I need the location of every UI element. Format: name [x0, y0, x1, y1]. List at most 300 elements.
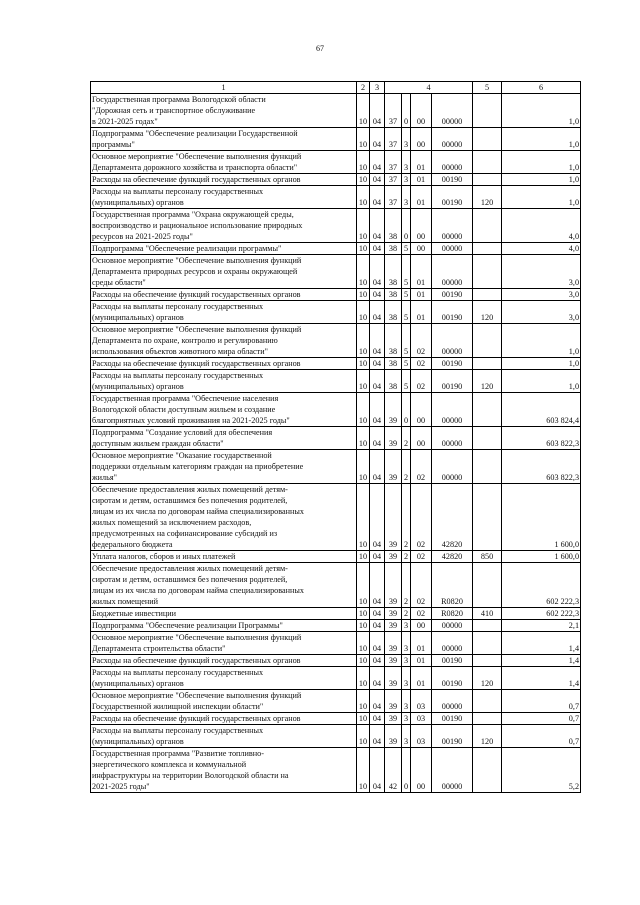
- row-description: [91, 725, 357, 748]
- section-code: 10: [357, 370, 370, 393]
- row-description: [91, 301, 357, 324]
- program-code: 42: [385, 748, 402, 793]
- subsection-code: 04: [370, 620, 385, 632]
- subsection-code: 04: [370, 255, 385, 289]
- section-code: 10: [357, 393, 370, 427]
- section-code: 10: [357, 151, 370, 174]
- expense-type-code: [473, 713, 502, 725]
- expense-type-code: 120: [473, 186, 502, 209]
- amount: 0,7: [502, 725, 581, 748]
- header-col-3: 3: [370, 82, 385, 94]
- expense-type-code: 120: [473, 667, 502, 690]
- table-row: [91, 608, 581, 620]
- direction-code: 00190: [432, 289, 473, 301]
- amount: 1,0: [502, 94, 581, 128]
- subsection-code: 04: [370, 174, 385, 186]
- subsection-code: 04: [370, 690, 385, 713]
- expense-type-code: 410: [473, 608, 502, 620]
- subprogram-code: 3: [402, 151, 411, 174]
- expense-type-code: [473, 94, 502, 128]
- row-description: [91, 370, 357, 393]
- activity-code: 00: [411, 427, 432, 450]
- program-code: 39: [385, 632, 402, 655]
- program-code: 39: [385, 725, 402, 748]
- description-line: (муниципальных) органов: [92, 679, 184, 688]
- row-description: [91, 563, 357, 608]
- activity-code: 02: [411, 563, 432, 608]
- subsection-code: 04: [370, 632, 385, 655]
- subprogram-code: 2: [402, 551, 411, 563]
- subsection-code: 04: [370, 748, 385, 793]
- section-code: 10: [357, 667, 370, 690]
- subprogram-code: 2: [402, 563, 411, 608]
- program-code: 38: [385, 209, 402, 243]
- table-row: [91, 94, 581, 128]
- activity-code: 01: [411, 632, 432, 655]
- expense-type-code: [473, 484, 502, 551]
- subprogram-code: 3: [402, 174, 411, 186]
- section-code: 10: [357, 243, 370, 255]
- amount: 2,1: [502, 620, 581, 632]
- table-row: [91, 725, 581, 748]
- activity-code: 00: [411, 620, 432, 632]
- expense-type-code: [473, 393, 502, 427]
- description-line: Расходы на обеспечение функций государственных органов: [92, 656, 301, 665]
- table-row: [91, 174, 581, 186]
- row-description: [91, 393, 357, 427]
- activity-code: 02: [411, 484, 432, 551]
- expense-type-code: [473, 255, 502, 289]
- program-code: 39: [385, 713, 402, 725]
- row-description: [91, 608, 357, 620]
- table-row: [91, 427, 581, 450]
- program-code: 39: [385, 427, 402, 450]
- description-line: Обеспечение предоставления жилых помещений детям-: [92, 564, 288, 573]
- row-description: [91, 667, 357, 690]
- subsection-code: 04: [370, 243, 385, 255]
- subsection-code: 04: [370, 450, 385, 484]
- description-line: доступным жильем граждан области": [92, 439, 224, 448]
- activity-code: 03: [411, 690, 432, 713]
- table-row: [91, 450, 581, 484]
- direction-code: 00000: [432, 324, 473, 358]
- description-line: Расходы на выплаты персоналу государственных: [92, 302, 264, 311]
- program-code: 39: [385, 563, 402, 608]
- table-row: [91, 620, 581, 632]
- direction-code: 00190: [432, 174, 473, 186]
- direction-code: 00000: [432, 243, 473, 255]
- direction-code: 00000: [432, 393, 473, 427]
- description-line: Подпрограмма "Создание условий для обеспечения: [92, 428, 273, 437]
- table-row: [91, 255, 581, 289]
- expense-type-code: 120: [473, 725, 502, 748]
- section-code: 10: [357, 94, 370, 128]
- activity-code: 01: [411, 186, 432, 209]
- table-row: [91, 655, 581, 667]
- section-code: 10: [357, 128, 370, 151]
- subsection-code: 04: [370, 301, 385, 324]
- description-line: Государственная программа "Обеспечение населения: [92, 394, 279, 403]
- description-line: воспроизводство и рациональное использование природных: [92, 221, 303, 230]
- subsection-code: 04: [370, 608, 385, 620]
- activity-code: 00: [411, 393, 432, 427]
- subsection-code: 04: [370, 370, 385, 393]
- direction-code: R0820: [432, 608, 473, 620]
- description-line: Основное мероприятие "Обеспечение выполнения функций: [92, 325, 302, 334]
- subprogram-code: 0: [402, 393, 411, 427]
- amount: 1 600,0: [502, 551, 581, 563]
- description-line: использования объектов животного мира области": [92, 347, 268, 356]
- program-code: 38: [385, 243, 402, 255]
- expense-type-code: [473, 289, 502, 301]
- table-row: [91, 151, 581, 174]
- section-code: 10: [357, 358, 370, 370]
- description-line: Основное мероприятие "Обеспечение выполнения функций: [92, 691, 302, 700]
- amount: 3,0: [502, 301, 581, 324]
- subprogram-code: 5: [402, 324, 411, 358]
- subprogram-code: 3: [402, 186, 411, 209]
- table-row: [91, 358, 581, 370]
- amount: 603 822,3: [502, 427, 581, 450]
- subprogram-code: 5: [402, 370, 411, 393]
- description-line: жилых помещений за исключением расходов,: [92, 518, 252, 527]
- description-line: Бюджетные инвестиции: [92, 609, 177, 618]
- program-code: 39: [385, 608, 402, 620]
- row-description: [91, 151, 357, 174]
- activity-code: 01: [411, 174, 432, 186]
- section-code: 10: [357, 725, 370, 748]
- subprogram-code: 2: [402, 484, 411, 551]
- description-line: предусмотренных на софинансирование субсидий из: [92, 529, 278, 538]
- program-code: 39: [385, 551, 402, 563]
- section-code: 10: [357, 690, 370, 713]
- expense-type-code: [473, 174, 502, 186]
- direction-code: 00190: [432, 186, 473, 209]
- expense-type-code: [473, 427, 502, 450]
- expense-type-code: [473, 748, 502, 793]
- description-line: Департамента по охране, контролю и регулированию: [92, 336, 278, 345]
- direction-code: 00000: [432, 128, 473, 151]
- program-code: 38: [385, 358, 402, 370]
- row-description: [91, 690, 357, 713]
- amount: 5,2: [502, 748, 581, 793]
- activity-code: 01: [411, 655, 432, 667]
- description-line: Расходы на выплаты персоналу государственных: [92, 668, 264, 677]
- activity-code: 02: [411, 324, 432, 358]
- row-description: [91, 748, 357, 793]
- direction-code: 00190: [432, 655, 473, 667]
- subsection-code: 04: [370, 667, 385, 690]
- expense-type-code: [473, 324, 502, 358]
- direction-code: 00000: [432, 255, 473, 289]
- subprogram-code: 2: [402, 427, 411, 450]
- amount: 1,4: [502, 632, 581, 655]
- description-line: Расходы на выплаты персоналу государственных: [92, 371, 264, 380]
- header-col-1: 1: [91, 82, 357, 94]
- direction-code: 00000: [432, 450, 473, 484]
- row-description: [91, 128, 357, 151]
- expense-type-code: [473, 358, 502, 370]
- subprogram-code: 3: [402, 667, 411, 690]
- program-code: 39: [385, 690, 402, 713]
- description-line: Расходы на обеспечение функций государственных органов: [92, 175, 301, 184]
- program-code: 37: [385, 151, 402, 174]
- program-code: 38: [385, 289, 402, 301]
- activity-code: 01: [411, 289, 432, 301]
- program-code: 38: [385, 324, 402, 358]
- direction-code: 00000: [432, 427, 473, 450]
- direction-code: 00000: [432, 748, 473, 793]
- expense-type-code: [473, 209, 502, 243]
- table-row: [91, 301, 581, 324]
- section-code: 10: [357, 655, 370, 667]
- section-code: 10: [357, 174, 370, 186]
- table-row: [91, 370, 581, 393]
- description-line: Основное мероприятие "Обеспечение выполнения функций: [92, 633, 302, 642]
- subprogram-code: 0: [402, 94, 411, 128]
- description-line: Основное мероприятие "Оказание государственной: [92, 451, 272, 460]
- subprogram-code: 5: [402, 289, 411, 301]
- program-code: 39: [385, 667, 402, 690]
- expense-type-code: [473, 632, 502, 655]
- amount: 1,0: [502, 324, 581, 358]
- section-code: 10: [357, 484, 370, 551]
- activity-code: 02: [411, 358, 432, 370]
- amount: 602 222,3: [502, 608, 581, 620]
- subsection-code: 04: [370, 725, 385, 748]
- description-line: Расходы на обеспечение функций государственных органов: [92, 290, 301, 299]
- row-description: [91, 324, 357, 358]
- program-code: 37: [385, 128, 402, 151]
- description-line: 2021-2025 годы": [92, 782, 150, 791]
- activity-code: 01: [411, 667, 432, 690]
- direction-code: 42820: [432, 484, 473, 551]
- activity-code: 02: [411, 551, 432, 563]
- section-code: 10: [357, 450, 370, 484]
- table-row: [91, 209, 581, 243]
- subsection-code: 04: [370, 324, 385, 358]
- subprogram-code: 3: [402, 655, 411, 667]
- expense-type-code: [473, 450, 502, 484]
- table-row: [91, 563, 581, 608]
- description-line: Расходы на выплаты персоналу государственных: [92, 187, 264, 196]
- direction-code: 00000: [432, 209, 473, 243]
- section-code: 10: [357, 632, 370, 655]
- section-code: 10: [357, 713, 370, 725]
- activity-code: 02: [411, 370, 432, 393]
- direction-code: 00000: [432, 632, 473, 655]
- program-code: 39: [385, 620, 402, 632]
- section-code: 10: [357, 186, 370, 209]
- row-description: [91, 243, 357, 255]
- description-line: поддержки отдельным категориям граждан на приобретение: [92, 462, 304, 471]
- row-description: [91, 484, 357, 551]
- row-description: [91, 186, 357, 209]
- section-code: 10: [357, 748, 370, 793]
- activity-code: 00: [411, 94, 432, 128]
- subprogram-code: 2: [402, 608, 411, 620]
- subprogram-code: 0: [402, 209, 411, 243]
- subprogram-code: 3: [402, 725, 411, 748]
- expense-type-code: [473, 655, 502, 667]
- row-description: [91, 655, 357, 667]
- table-row: [91, 289, 581, 301]
- description-line: Основное мероприятие "Обеспечение выполнения функций: [92, 152, 302, 161]
- subprogram-code: 3: [402, 713, 411, 725]
- subsection-code: 04: [370, 655, 385, 667]
- program-code: 37: [385, 94, 402, 128]
- row-description: [91, 209, 357, 243]
- subsection-code: 04: [370, 94, 385, 128]
- description-line: Подпрограмма "Обеспечение реализации программы": [92, 244, 282, 253]
- amount: 1 600,0: [502, 484, 581, 551]
- description-line: жилых помещений: [92, 597, 158, 606]
- activity-code: 00: [411, 243, 432, 255]
- table-row: [91, 243, 581, 255]
- amount: 1,0: [502, 128, 581, 151]
- amount: 1,0: [502, 358, 581, 370]
- row-description: [91, 358, 357, 370]
- description-line: Основное мероприятие "Обеспечение выполнения функций: [92, 256, 302, 265]
- activity-code: 01: [411, 255, 432, 289]
- direction-code: 00190: [432, 713, 473, 725]
- description-line: Вологодской области доступным жильем и создание: [92, 405, 276, 414]
- description-line: Расходы на обеспечение функций государственных органов: [92, 714, 301, 723]
- amount: 603 824,4: [502, 393, 581, 427]
- section-code: 10: [357, 620, 370, 632]
- table-row: [91, 748, 581, 793]
- subprogram-code: 5: [402, 358, 411, 370]
- direction-code: 00000: [432, 151, 473, 174]
- amount: 1,0: [502, 370, 581, 393]
- description-line: Расходы на выплаты персоналу государственных: [92, 726, 264, 735]
- activity-code: 00: [411, 128, 432, 151]
- row-description: [91, 174, 357, 186]
- section-code: 10: [357, 551, 370, 563]
- row-description: [91, 289, 357, 301]
- description-line: сиротам и детям, оставшимся без попечения родителей,: [92, 496, 288, 505]
- table-row: [91, 484, 581, 551]
- direction-code: 00190: [432, 358, 473, 370]
- subprogram-code: 3: [402, 128, 411, 151]
- expense-type-code: 850: [473, 551, 502, 563]
- row-description: [91, 427, 357, 450]
- table-row: [91, 324, 581, 358]
- section-code: 10: [357, 608, 370, 620]
- page-number: 67: [316, 44, 324, 53]
- table-row: [91, 667, 581, 690]
- row-description: [91, 450, 357, 484]
- program-code: 39: [385, 393, 402, 427]
- program-code: 39: [385, 450, 402, 484]
- subprogram-code: 5: [402, 301, 411, 324]
- table-row: [91, 632, 581, 655]
- description-line: в 2021-2025 годах": [92, 117, 158, 126]
- subsection-code: 04: [370, 427, 385, 450]
- table-row: [91, 713, 581, 725]
- amount: 1,0: [502, 151, 581, 174]
- header-row: [91, 82, 581, 94]
- subprogram-code: 5: [402, 243, 411, 255]
- amount: 3,0: [502, 255, 581, 289]
- subprogram-code: 5: [402, 255, 411, 289]
- program-code: 39: [385, 484, 402, 551]
- section-code: 10: [357, 255, 370, 289]
- description-line: лицам из их числа по договорам найма специализированных: [92, 507, 305, 516]
- expense-type-code: 120: [473, 370, 502, 393]
- section-code: 10: [357, 563, 370, 608]
- amount: 1,4: [502, 667, 581, 690]
- expense-type-code: [473, 620, 502, 632]
- subprogram-code: 3: [402, 620, 411, 632]
- description-line: Государственная программа Вологодской области: [92, 95, 266, 104]
- amount: 603 822,3: [502, 450, 581, 484]
- program-code: 38: [385, 301, 402, 324]
- description-line: Государственная программа "Охрана окружающей среды,: [92, 210, 294, 219]
- program-code: 38: [385, 370, 402, 393]
- subsection-code: 04: [370, 186, 385, 209]
- description-line: Департамента дорожного хозяйства и транспорта области": [92, 163, 298, 172]
- description-line: Подпрограмма "Обеспечение реализации Государственной: [92, 129, 298, 138]
- amount: 602 222,3: [502, 563, 581, 608]
- description-line: "Дорожная сеть и транспортное обслуживание: [92, 106, 256, 115]
- program-code: 37: [385, 174, 402, 186]
- expense-type-code: 120: [473, 301, 502, 324]
- subsection-code: 04: [370, 563, 385, 608]
- description-line: благоприятных условий проживания на 2021-2025 годы": [92, 416, 290, 425]
- description-line: Государственная программа "Развитие топливно-: [92, 749, 264, 758]
- description-line: Департамента природных ресурсов и охраны окружающей: [92, 267, 298, 276]
- subsection-code: 04: [370, 289, 385, 301]
- subsection-code: 04: [370, 209, 385, 243]
- expense-type-code: [473, 243, 502, 255]
- subsection-code: 04: [370, 713, 385, 725]
- program-code: 37: [385, 186, 402, 209]
- subprogram-code: 2: [402, 450, 411, 484]
- section-code: 10: [357, 289, 370, 301]
- amount: 4,0: [502, 243, 581, 255]
- table-body: [91, 94, 581, 793]
- direction-code: 00000: [432, 690, 473, 713]
- activity-code: 00: [411, 209, 432, 243]
- direction-code: 00190: [432, 370, 473, 393]
- description-line: Департамента строительства области": [92, 644, 226, 653]
- subprogram-code: 3: [402, 632, 411, 655]
- table-header: [91, 82, 581, 94]
- subsection-code: 04: [370, 484, 385, 551]
- activity-code: 03: [411, 713, 432, 725]
- header-col-4: 4: [385, 82, 473, 94]
- description-line: сиротам и детям, оставшимся без попечения родителей,: [92, 575, 288, 584]
- program-code: 38: [385, 255, 402, 289]
- section-code: 10: [357, 209, 370, 243]
- expense-type-code: [473, 128, 502, 151]
- activity-code: 00: [411, 748, 432, 793]
- expense-type-code: [473, 151, 502, 174]
- description-line: (муниципальных) органов: [92, 737, 184, 746]
- description-line: Расходы на обеспечение функций государственных органов: [92, 359, 301, 368]
- subsection-code: 04: [370, 393, 385, 427]
- activity-code: 01: [411, 301, 432, 324]
- table-row: [91, 186, 581, 209]
- subprogram-code: 0: [402, 748, 411, 793]
- description-line: Уплата налогов, сборов и иных платежей: [92, 552, 236, 561]
- direction-code: 00190: [432, 725, 473, 748]
- subsection-code: 04: [370, 128, 385, 151]
- description-line: (муниципальных) органов: [92, 313, 184, 322]
- activity-code: 01: [411, 151, 432, 174]
- activity-code: 02: [411, 450, 432, 484]
